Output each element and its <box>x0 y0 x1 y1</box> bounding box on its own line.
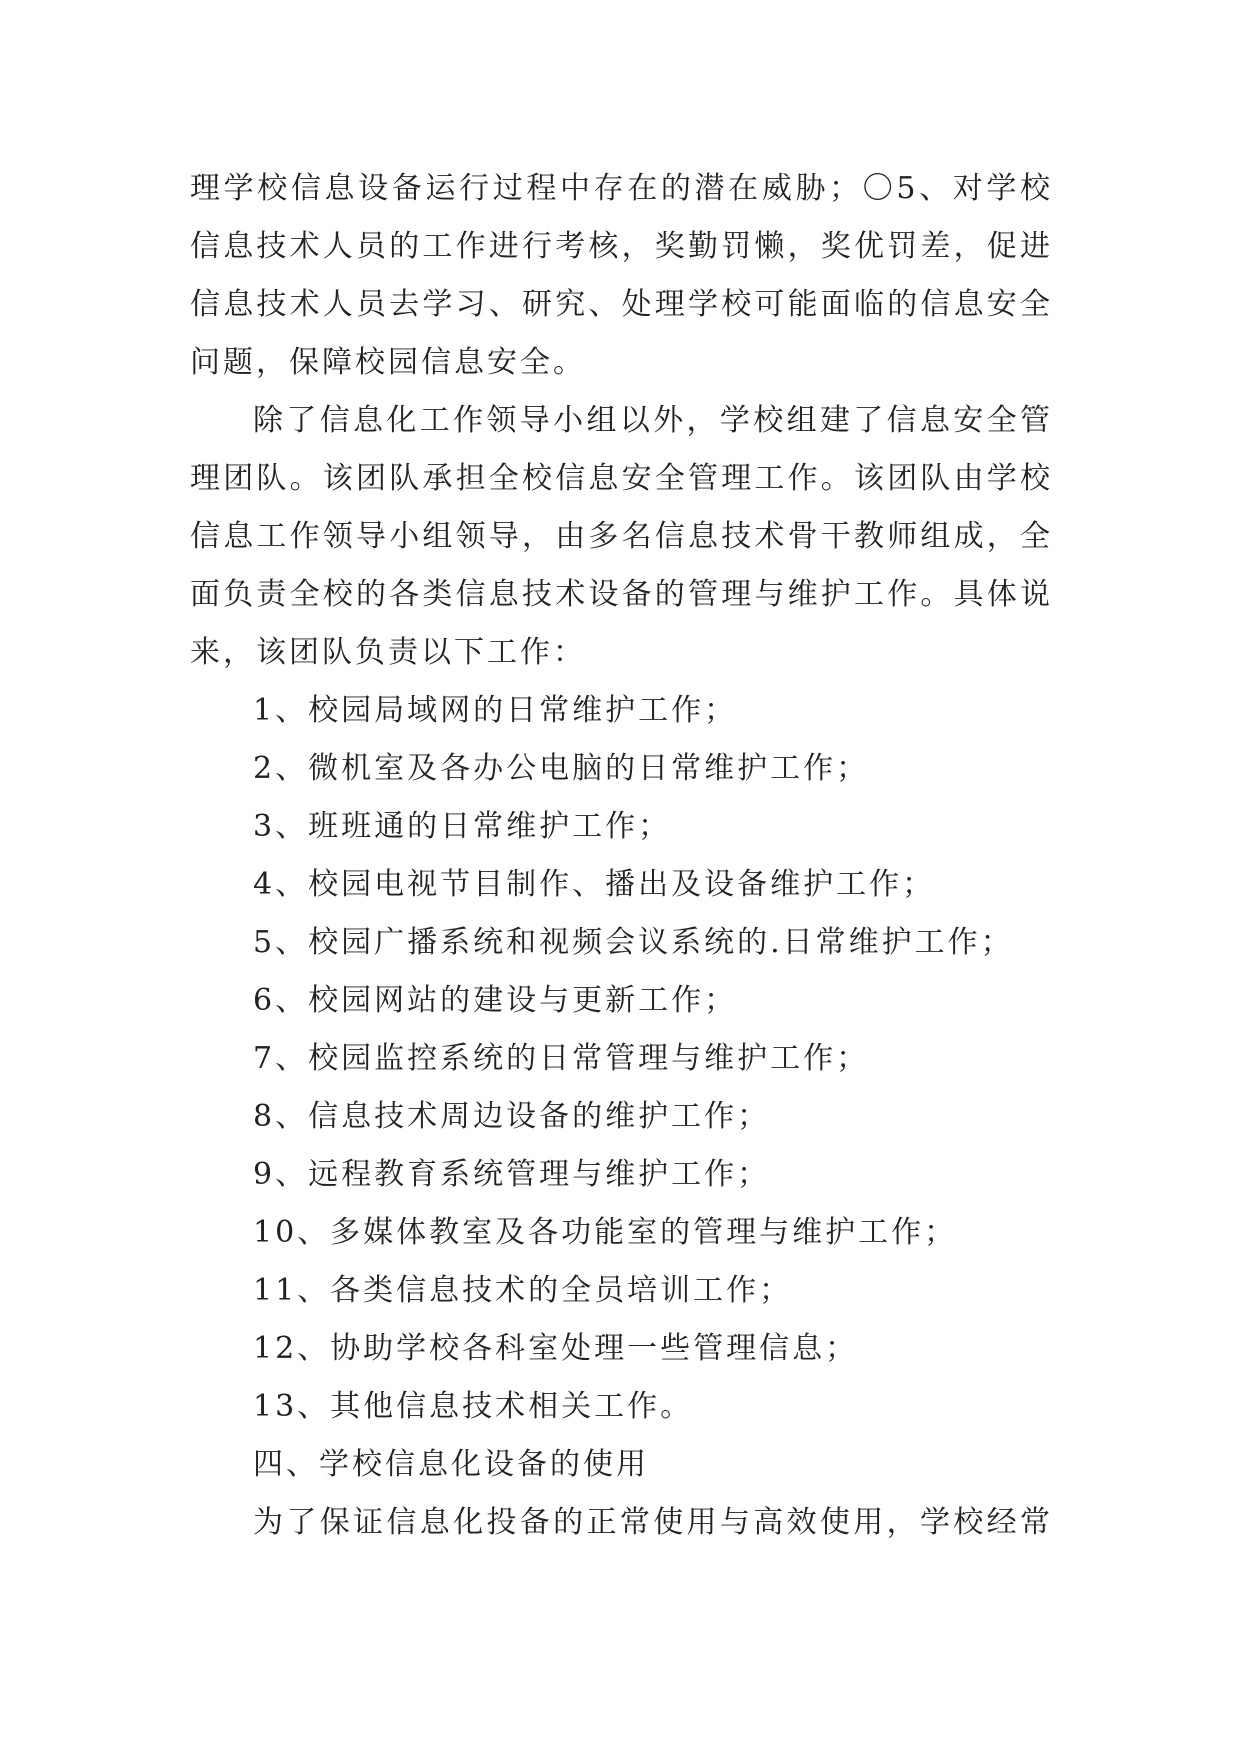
list-item: 2、微机室及各办公电脑的日常维护工作； <box>253 751 870 786</box>
list-item: 3、班班通的日常维护工作； <box>253 809 672 844</box>
paragraph-line: 问题，保障校园信息安全。 <box>190 345 586 380</box>
paragraph-line: 理学校信息设备运行过程中存在的潜在威胁；〇5、对学校 <box>190 171 1050 206</box>
paragraph-line: 信息工作领导小组领导，由多名信息技术骨干教师组成，全 <box>190 519 1050 554</box>
paragraph-line: 为了保证信息化投备的正常使用与高效使用，学校经常 <box>253 1505 1050 1540</box>
list-item: 10、多媒体教室及各功能室的管理与维护工作； <box>253 1215 958 1250</box>
list-item: 12、协助学校各科室处理一些管理信息； <box>253 1331 859 1366</box>
list-item: 8、信息技术周边设备的维护工作； <box>253 1099 771 1134</box>
paragraph-line: 来，该团队负责以下工作： <box>190 635 586 670</box>
paragraph-line: 除了信息化工作领导小组以外，学校组建了信息安全管 <box>253 403 1050 438</box>
paragraph-line: 面负责全校的各类信息技术设备的管理与维护工作。具体说 <box>190 577 1050 612</box>
body-text <box>190 160 1050 1552</box>
list-item: 13、其他信息技术相关工作。 <box>253 1389 694 1424</box>
list-item: 11、各类信息技术的全员培训工作； <box>253 1273 793 1308</box>
list-item: 7、校园监控系统的日常管理与维护工作； <box>253 1041 870 1076</box>
list-item: 6、校园网站的建设与更新工作； <box>253 983 738 1018</box>
paragraph-line: 信息技术人员去学习、研究、处理学校可能面临的信息安全 <box>190 287 1050 322</box>
list-item: 9、远程教育系统管理与维护工作； <box>253 1157 771 1192</box>
paragraph-line: 信息技术人员的工作进行考核，奖勤罚懒，奖优罚差，促进 <box>190 229 1050 264</box>
list-item: 1、校园局域网的日常维护工作； <box>253 693 738 728</box>
paragraph-line: 理团队。该团队承担全校信息安全管理工作。该团队由学校 <box>190 461 1050 496</box>
list-item: 4、校园电视节目制作、播出及设备维护工作； <box>253 867 936 902</box>
list-item: 5、校园广播系统和视频会议系统的.日常维护工作； <box>253 925 1014 960</box>
section-heading: 四、学校信息化设备的使用 <box>253 1447 649 1482</box>
